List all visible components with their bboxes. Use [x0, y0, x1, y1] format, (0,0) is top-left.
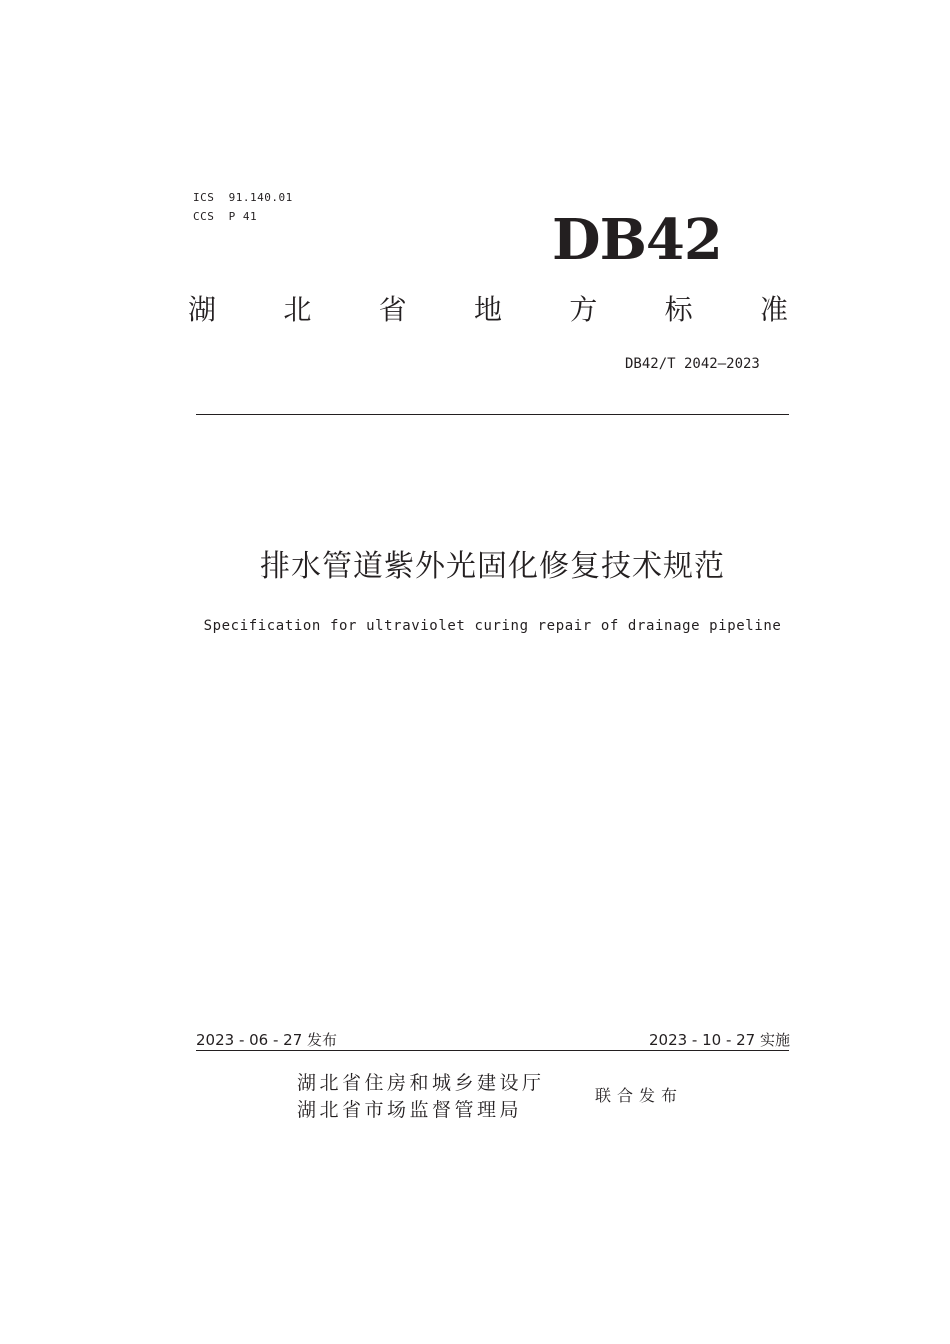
ccs-code: CCS P 41 — [193, 210, 258, 223]
ics-code: ICS 91.140.01 — [193, 191, 293, 204]
issuer-housing-department: 湖北省住房和城乡建设厅 — [297, 1072, 545, 1094]
standard-number: DB42/T 2042—2023 — [625, 356, 760, 372]
top-divider — [196, 414, 789, 415]
issuer-market-regulation: 湖北省市场监督管理局 — [297, 1099, 523, 1121]
standard-type-char: 北 — [283, 293, 312, 326]
implementation-date: 2023 - 10 - 27 实施 — [648, 1031, 790, 1049]
issue-date: 2023 - 06 - 27 发布 — [196, 1031, 338, 1049]
joint-release-label: 联合发布 — [595, 1086, 684, 1105]
standard-type-char: 地 — [473, 293, 502, 326]
standard-type-char: 标 — [664, 293, 693, 326]
title-chinese: 排水管道紫外光固化修复技术规范 — [260, 549, 725, 584]
standard-type-char: 方 — [569, 293, 598, 326]
bottom-divider — [196, 1050, 789, 1051]
standard-type-char: 准 — [759, 293, 788, 326]
title-english: Specification for ultraviolet curing repair of drainage pipeline — [203, 618, 782, 634]
standard-type-char: 湖 — [188, 293, 217, 326]
db42-logo: DB42 — [552, 207, 722, 273]
standard-type-char: 省 — [378, 293, 407, 326]
standard-type-heading — [188, 293, 788, 326]
